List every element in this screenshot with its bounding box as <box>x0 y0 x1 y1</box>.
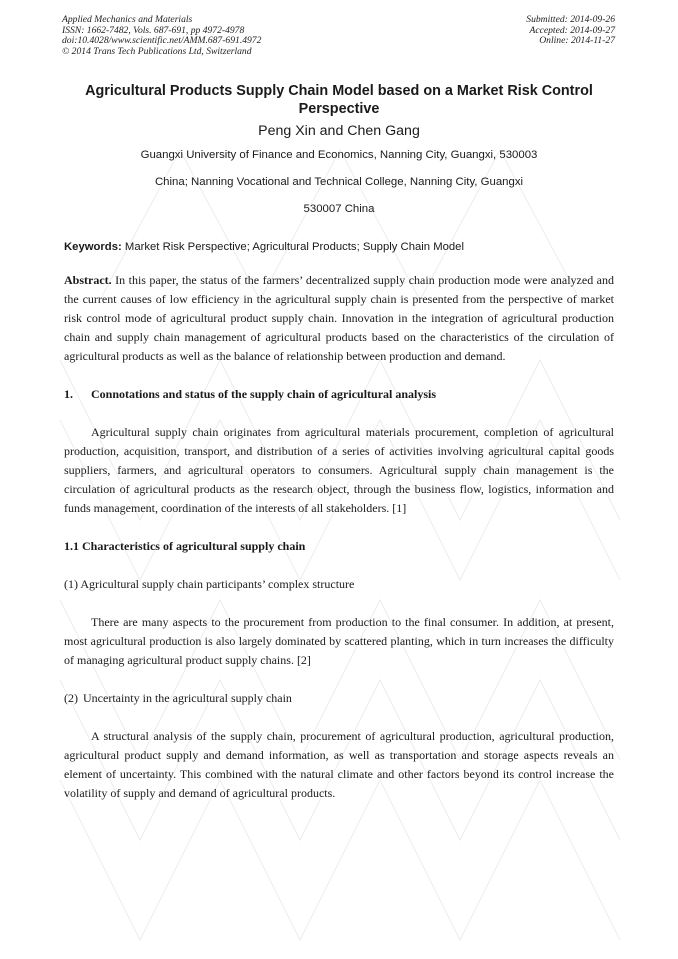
paragraph-2: There are many aspects to the procurement from production to the final consumer. In addition, at present, most agricultural production is also largely dominated by scattered planting, which in turn increases the difficulty of managing agricultural product supply chains. [2] <box>64 615 614 667</box>
section-title: Connotations and status of the supply chain of agricultural analysis <box>91 387 437 401</box>
abstract-text: In this paper, the status of the farmers’ decentralized supply chain production mode were analyzed and the current causes of low efficiency in the agricultural supply chain is presented from the perspective of market risk control mode of agricultural product supply chain. Innovation in the integration of agricultural production chain and supply chain management of agricultural products based on the characteristics of the circulation of agricultural products as well as the balance of relationship between production and demand. <box>64 273 615 363</box>
subsection-heading-1-1: 1.1 Characteristics of agricultural supply chain <box>64 539 306 553</box>
abstract <box>64 271 614 366</box>
abstract-label: Abstract. <box>64 273 112 287</box>
keywords <box>64 240 614 254</box>
submission-dates <box>526 15 615 47</box>
keywords-label: Keywords: <box>64 241 122 253</box>
affiliation-line-2: China; Nanning Vocational and Technical College, Nanning City, Guangxi <box>154 176 524 188</box>
online-date: Online: 2014-11-27 <box>539 35 615 47</box>
section-number: 1. <box>64 387 73 401</box>
accepted-date: Accepted: 2014-09-27 <box>529 24 615 36</box>
journal-name: Applied Mechanics and Materials <box>62 14 193 25</box>
paragraph-3: A structural analysis of the supply chain, procurement of agricultural production, agricultural production, agricultural product supply and demand information, as well as transportation and storage aspects reveals an element of uncertainty. This combined with the natural climate and other factors beyond its control increase the volatility of supply and demand of agricultural products. <box>64 729 614 800</box>
keywords-text: Market Risk Perspective; Agricultural Products; Supply Chain Model <box>124 241 464 253</box>
affiliation-line-3: 530007 China <box>303 203 375 215</box>
item-heading-1: (1) Agricultural supply chain participants’ complex structure <box>64 577 355 591</box>
issn-line: ISSN: 1662-7482, Vols. 687-691, pp 4972-4978 <box>62 24 245 36</box>
copyright-line: © 2014 Trans Tech Publications Ltd, Switzerland <box>62 45 252 57</box>
item-number: (2) <box>64 691 78 705</box>
paper-body <box>64 82 614 803</box>
paper-title: Agricultural Products Supply Chain Model based on a Market Risk Control Perspective <box>85 83 593 117</box>
doi-line: doi:10.4028/www.scientific.net/AMM.687-691.4972 <box>62 35 262 47</box>
affiliation-line-1: Guangxi University of Finance and Economics, Nanning City, Guangxi, 530003 <box>140 149 538 161</box>
authors: Peng Xin and Chen Gang <box>258 123 420 139</box>
section-heading-1 <box>64 385 614 404</box>
item-title: Uncertainty in the agricultural supply chain <box>83 691 292 705</box>
item-heading-2 <box>64 689 614 708</box>
journal-info <box>62 15 261 57</box>
affiliation <box>64 142 614 223</box>
submitted-date: Submitted: 2014-09-26 <box>526 14 615 25</box>
paragraph-1: Agricultural supply chain originates from agricultural materials procurement, completion of agricultural production, acquisition, transport, and distribution of a series of activities involving agricultural capital goods suppliers, farmers, and agricultural operators to consumers. Agricultural supply chain management is the circulation of agricultural products as the research object, through the business flow, logistics, information and funds management, coordination of the interests of all stakeholders. [1] <box>64 425 614 515</box>
